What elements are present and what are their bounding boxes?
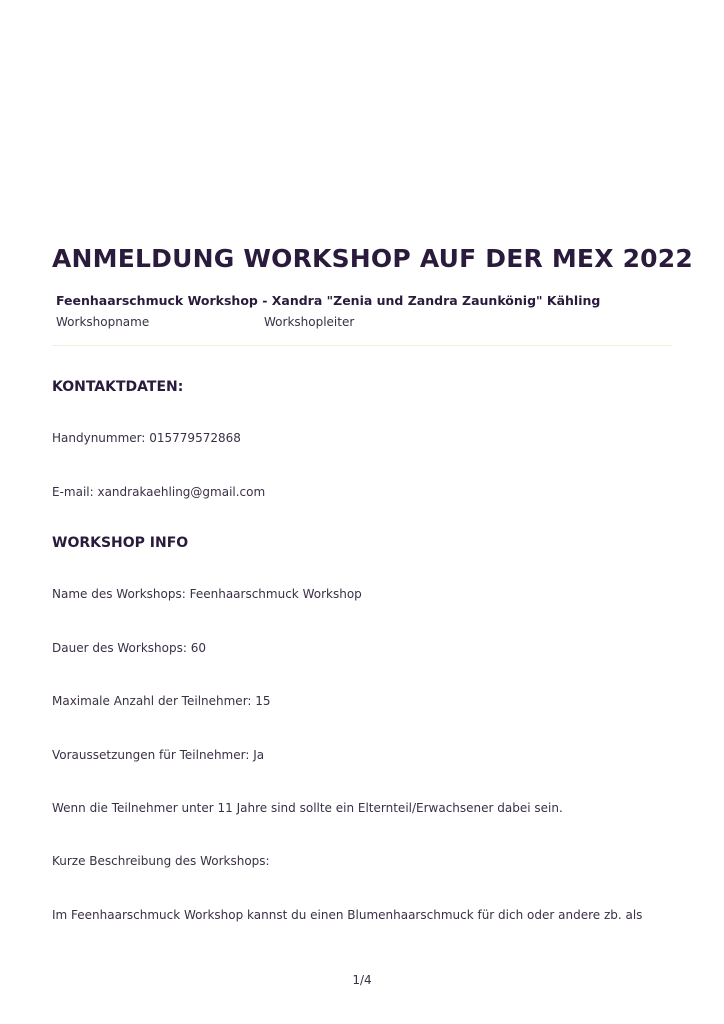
duration-field: Dauer des Workshops: 60 <box>52 641 206 655</box>
header-divider <box>52 345 672 346</box>
phone-field: Handynummer: 015779572868 <box>52 431 241 445</box>
page-number: 1/4 <box>352 973 372 987</box>
contact-section-heading: KONTAKTDATEN: <box>52 379 184 395</box>
page-title: ANMELDUNG WORKSHOP AUF DER MEX 2022 <box>52 244 693 273</box>
requirements-field: Voraussetzungen für Teilnehmer: Ja <box>52 748 265 762</box>
email-field: E-mail: xandrakaehling@gmail.com <box>52 485 266 499</box>
description-label: Kurze Beschreibung des Workshops: <box>52 854 270 868</box>
workshop-leader-caption: Workshopleiter <box>264 315 355 329</box>
workshop-header-value: Feenhaarschmuck Workshop - Xandra "Zenia und Zandra Zaunkönig" Kähling <box>56 293 601 308</box>
workshop-name-caption: Workshopname <box>56 315 150 329</box>
description-text: Im Feenhaarschmuck Workshop kannst du einen Blumenhaarschmuck für dich oder andere zb. als <box>52 908 643 922</box>
requirements-note: Wenn die Teilnehmer unter 11 Jahre sind sollte ein Elternteil/Erwachsener dabei sein. <box>52 801 563 815</box>
workshop-info-heading: WORKSHOP INFO <box>52 535 189 551</box>
max-participants-field: Maximale Anzahl der Teilnehmer: 15 <box>52 694 271 708</box>
workshop-name-field: Name des Workshops: Feenhaarschmuck Workshop <box>52 587 362 601</box>
